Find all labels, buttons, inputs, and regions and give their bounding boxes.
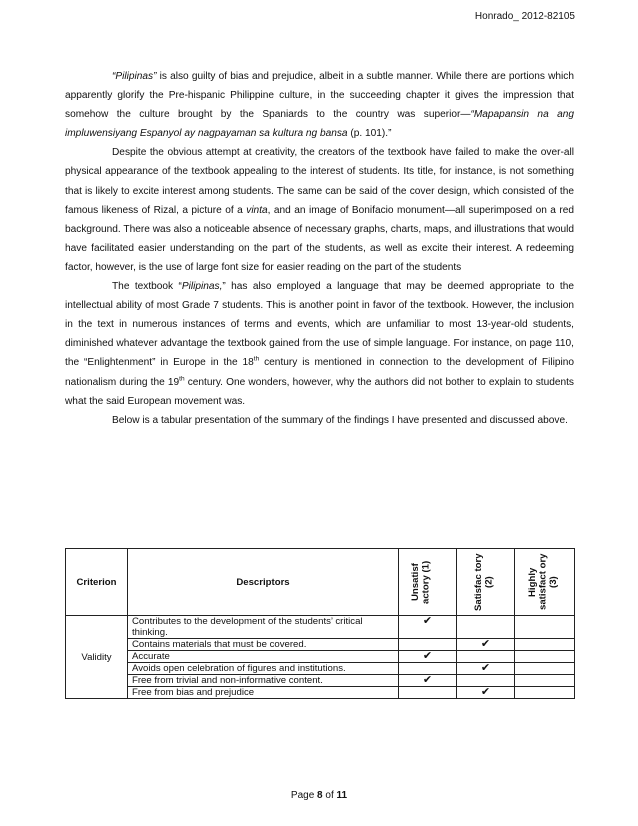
table-row [66, 651, 575, 663]
descriptor-cell: Accurate [128, 651, 399, 663]
table-row [66, 663, 575, 675]
checkmark-icon: ✔ [422, 615, 433, 627]
header-highly-satisfactory-label: Highly satisfact ory (3) [526, 553, 559, 611]
text-run: ” has also employed a language that may be deemed appropriate to the intellectual ability of most Grade 7 students. This is another point in favor of the textbook. However, the inclusion in the text in numerous instances of terms and events, which are unfamiliar to most 13-year-old students, diminished whatever advantage the textbook gained from the use of simple language. For instance, on page 110, the “Enlightenment” in Europe in the 18 [65, 281, 574, 369]
rating-cell [457, 651, 515, 663]
findings-table [65, 548, 575, 699]
header-unsatisfactory [399, 549, 457, 616]
text-run: The textbook “ [112, 281, 182, 293]
descriptor-cell: Contributes to the development of the students’ critical thinking. [128, 616, 399, 639]
table-row [66, 639, 575, 651]
rating-cell [515, 687, 575, 699]
page-number: 8 [317, 790, 323, 801]
paragraph-1 [65, 67, 574, 143]
descriptor-cell: Avoids open celebration of figures and institutions. [128, 663, 399, 675]
descriptor-cell: Contains materials that must be covered. [128, 639, 399, 651]
rating-cell [515, 663, 575, 675]
rating-cell [399, 663, 457, 675]
page-total: 11 [336, 790, 348, 801]
document-body [65, 67, 574, 430]
checkmark-icon: ✔ [480, 662, 491, 674]
rating-cell [399, 687, 457, 699]
footer-of: of [322, 790, 337, 801]
rating-cell [457, 663, 515, 675]
header-descriptors: Descriptors [128, 549, 399, 616]
paragraph-4 [65, 411, 574, 430]
checkmark-icon: ✔ [422, 674, 433, 686]
rating-cell [457, 675, 515, 687]
criterion-cell: Validity [66, 616, 128, 699]
italic-quote: “Mapapansin na ang impluwensiyang Espanyol ay nagpayaman sa kultura ng bansa [65, 109, 575, 140]
rating-cell [457, 616, 515, 639]
page-footer [0, 790, 638, 801]
rating-cell [399, 616, 457, 639]
text-run: Below is a tabular presentation of the summary of the findings I have presented and discussed above. [112, 414, 568, 426]
checkmark-icon: ✔ [480, 686, 491, 698]
rating-cell [399, 639, 457, 651]
descriptor-cell: Free from bias and prejudice [128, 687, 399, 699]
descriptor-cell: Free from trivial and non-informative content. [128, 675, 399, 687]
superscript: th [253, 356, 260, 364]
checkmark-icon: ✔ [480, 638, 491, 650]
rating-cell [457, 639, 515, 651]
rating-cell [515, 675, 575, 687]
checkmark-icon: ✔ [422, 650, 433, 662]
italic-title: Pilipinas, [181, 281, 223, 293]
header-highly-satisfactory [515, 549, 575, 616]
rating-cell [399, 675, 457, 687]
table-row [66, 616, 575, 639]
paragraph-3 [65, 277, 574, 411]
italic-title: “Pilipinas” [112, 71, 157, 82]
header-satisfactory [457, 549, 515, 616]
header-satisfactory-label: Satisfac tory (2) [472, 553, 494, 611]
text-run: century is mentioned in connection to the development of Filipino nationalism during the 19 [65, 357, 574, 388]
text-run: (p. 101).” [347, 128, 392, 140]
rating-cell [515, 616, 575, 639]
rating-cell [515, 651, 575, 663]
rating-cell [515, 639, 575, 651]
rating-cell [399, 651, 457, 663]
paragraph-2 [65, 143, 574, 277]
footer-prefix: Page [290, 790, 318, 801]
text-run: century. One wonders, however, why the authors did not bother to explain to students what the said European movement was. [65, 376, 574, 407]
header-criterion: Criterion [66, 549, 128, 616]
page-header: Honrado_ 2012-82105 [474, 11, 575, 22]
table-header-row [66, 549, 575, 616]
italic-word: vinta [246, 204, 268, 216]
rating-cell [457, 687, 515, 699]
text-run: is also guilty of bias and prejudice, albeit in a subtle manner. While there are portions which apparently glorify the Pre-hispanic Philippine culture, in the succeeding chapter it gives the impression that somehow the culture brought by the Spaniards to the country was superior— [65, 71, 574, 121]
header-unsatisfactory-label: Unsatisf actory (1) [409, 560, 431, 604]
text-run: Despite the obvious attempt at creativity, the creators of the textbook have failed to make the over-all physical appearance of the textbook appealing to the interest of students. Its title, for instance, is not something that is likely to excite interest among students. The same can be said of the cover design, which consisted of the famous likeness of Rizal, a picture of a [65, 147, 574, 216]
superscript: th [179, 375, 185, 383]
text-run: , and an image of Bonifacio monument—all superimposed on a red background. There was also a noticeable absence of necessary graphs, charts, maps, and illustrations that would have facilitated easier understanding on the part of the students, as well as excite their interest. A redeeming factor, however, is the use of large font size for easier reading on the part of the students [65, 204, 574, 273]
table-row [66, 687, 575, 699]
table-row [66, 675, 575, 687]
